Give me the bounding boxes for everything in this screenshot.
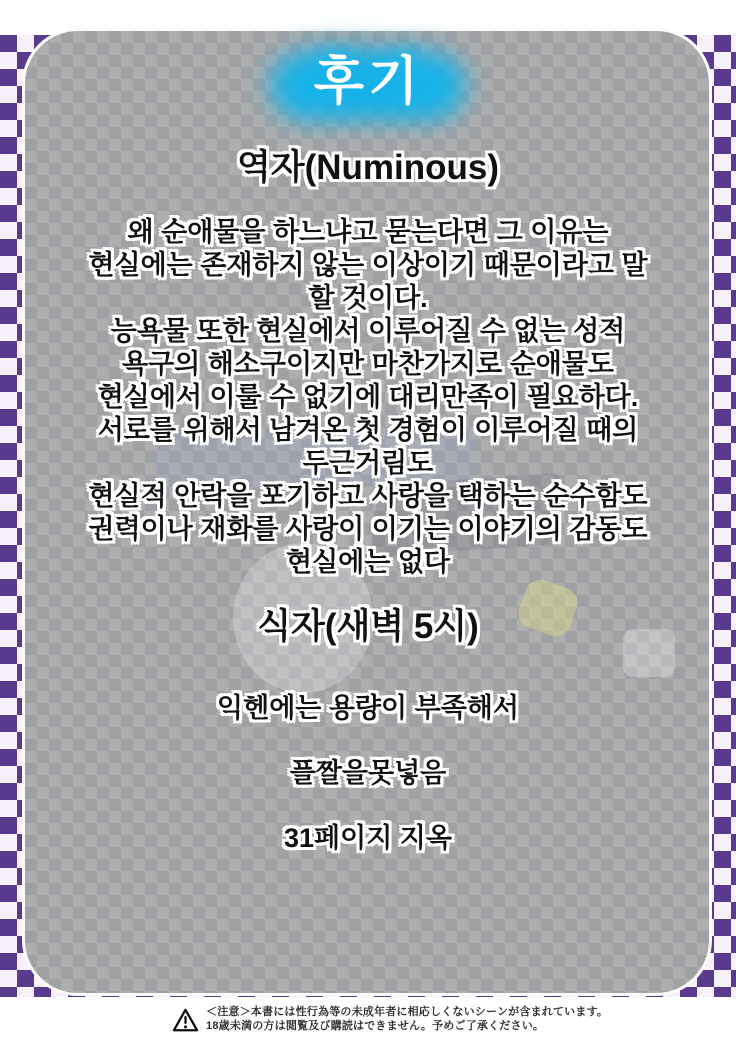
translator-line: 권력이나 재화를 사랑이 이기는 이야기의 감동도 [88, 514, 648, 544]
translator-line: 할 것이다. [308, 283, 428, 313]
age-notice-bar [0, 997, 736, 1041]
typesetter-line: 31페이지 지옥 [284, 823, 452, 853]
translator-line: 현실에서 이룰 수 없기에 대리만족이 필요하다. [97, 382, 639, 412]
translator-line: 두근거림도 [302, 448, 434, 478]
translator-line: 욕구의 해소구이지만 마찬가지로 순애물도 [122, 349, 614, 379]
translator-line: 현실적 안락을 포기하고 사랑을 택하는 순수함도 [88, 481, 648, 511]
warning-triangle-icon [172, 1008, 199, 1037]
translator-line: 서로를 위해서 남겨온 첫 경험이 이루어질 때의 [97, 415, 639, 445]
translator-line: 왜 순애물을 하느냐고 묻는다면 그 이유는 [127, 217, 609, 247]
typesetter-heading: 식자(새벽 5시) [257, 607, 479, 646]
typesetter-line: 익헨에는 용량이 부족해서 [217, 693, 519, 723]
typesetter-line: 플짤을못넣음 [289, 758, 447, 788]
translator-comment [0, 216, 736, 579]
page-title: 후기 [313, 53, 423, 111]
age-notice-line2: 18歳未満の方は閲覧及び購読はできません。予めご了承ください。 [206, 1019, 545, 1032]
translator-heading: 역자(Numinous) [236, 148, 500, 187]
age-notice-text [206, 1006, 636, 1033]
page-title-wrap [0, 44, 736, 128]
age-notice-line1: ＜注意＞本書には性行為等の未成年者に相応しくないシーンが含まれています。 [206, 1006, 609, 1018]
translator-line: 현실에는 없다 [286, 547, 450, 577]
translator-line: 능욕물 또한 현실에서 이루어질 수 없는 성적 [110, 316, 626, 346]
translator-line: 현실에는 존재하지 않는 이상이기 때문이라고 말 [88, 250, 648, 280]
